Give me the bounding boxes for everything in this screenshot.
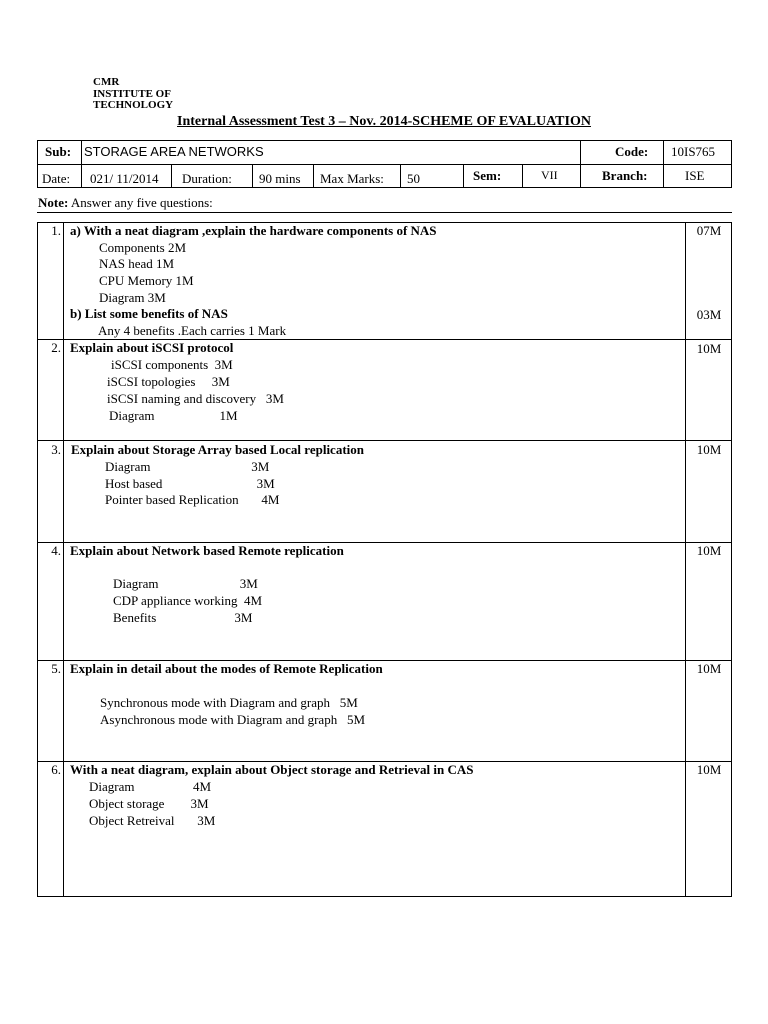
max-marks-label: Max Marks:: [320, 171, 384, 186]
institute-line-1: CMR: [93, 76, 120, 88]
code-value: 10IS765: [671, 144, 716, 159]
scheme-item: Diagram 1M: [109, 408, 238, 423]
scheme-item: Any 4 benefits .Each carries 1 Mark: [98, 323, 287, 338]
page-title: Internal Assessment Test 3 – Nov. 2014-SCHEME OF EVALUATION: [177, 114, 591, 129]
sub-label: Sub:: [45, 144, 72, 159]
scheme-item: Object storage 3M: [89, 796, 209, 811]
scheme-item: Diagram 3M: [113, 576, 258, 591]
question-marks: 10M: [696, 543, 722, 558]
scheme-item: Synchronous mode with Diagram and graph 5M: [100, 695, 358, 710]
branch-value: ISE: [685, 168, 705, 183]
scheme-item: iSCSI naming and discovery 3M: [107, 391, 284, 406]
question-marks: 10M: [696, 762, 722, 777]
question-heading: Explain about iSCSI protocol: [70, 340, 234, 355]
question-number: 2.: [51, 340, 61, 355]
scheme-item: iSCSI topologies 3M: [107, 374, 230, 389]
note-text: Answer any five questions:: [68, 195, 213, 210]
question-number: 5.: [51, 661, 61, 676]
scheme-item: CDP appliance working 4M: [113, 593, 262, 608]
sem-value: VII: [541, 168, 558, 182]
question-number: 6.: [51, 762, 61, 777]
question-heading: Explain about Network based Remote replication: [70, 543, 344, 558]
question-marks: 10M: [696, 341, 722, 356]
subject-value: STORAGE AREA NETWORKS: [84, 144, 264, 159]
institute-line-3: TECHNOLOGY: [93, 99, 174, 111]
duration-value: 90 mins: [259, 171, 301, 186]
question-number: 1.: [51, 223, 61, 238]
scheme-item: Diagram 4M: [89, 779, 212, 794]
question-marks: 10M: [696, 442, 722, 457]
question-heading: Explain in detail about the modes of Remote Replication: [70, 661, 383, 676]
sem-label: Sem:: [473, 168, 502, 183]
scheme-item: iSCSI components 3M: [111, 357, 233, 372]
scheme-item: Diagram 3M: [105, 459, 270, 474]
scheme-item: Components 2M: [99, 240, 187, 255]
question-number: 3.: [51, 442, 61, 457]
question-marks: 07M: [696, 223, 722, 238]
scheme-item: Asynchronous mode with Diagram and graph 5M: [100, 712, 366, 727]
question-marks: 03M: [696, 307, 722, 322]
question-heading: a) With a neat diagram ,explain the hardware components of NAS: [70, 223, 437, 238]
note-line: [38, 195, 213, 211]
question-heading: b) List some benefits of NAS: [70, 306, 228, 321]
institute-name: [93, 77, 173, 112]
scheme-item: Benefits 3M: [113, 610, 253, 625]
date-value: 021/ 11/2014: [90, 171, 159, 186]
scheme-item: Diagram 3M: [99, 290, 166, 305]
note-label: Note:: [38, 195, 69, 210]
question-heading: With a neat diagram, explain about Object storage and Retrieval in CAS: [70, 762, 474, 777]
scheme-item: CPU Memory 1M: [99, 273, 194, 288]
max-marks-value: 50: [407, 171, 420, 186]
question-heading: Explain about Storage Array based Local replication: [71, 442, 364, 457]
branch-label: Branch:: [602, 168, 648, 183]
duration-label: Duration:: [182, 171, 232, 186]
scheme-item: NAS head 1M: [99, 256, 175, 271]
code-label: Code:: [615, 144, 649, 159]
date-label: Date:: [42, 171, 71, 186]
institute-line-2: INSTITUTE OF: [93, 87, 171, 100]
question-marks: 10M: [696, 661, 722, 676]
scheme-item: Host based 3M: [105, 476, 275, 491]
scheme-item: Object Retreival 3M: [89, 813, 216, 828]
question-number: 4.: [51, 543, 61, 558]
scheme-item: Pointer based Replication 4M: [105, 492, 280, 507]
